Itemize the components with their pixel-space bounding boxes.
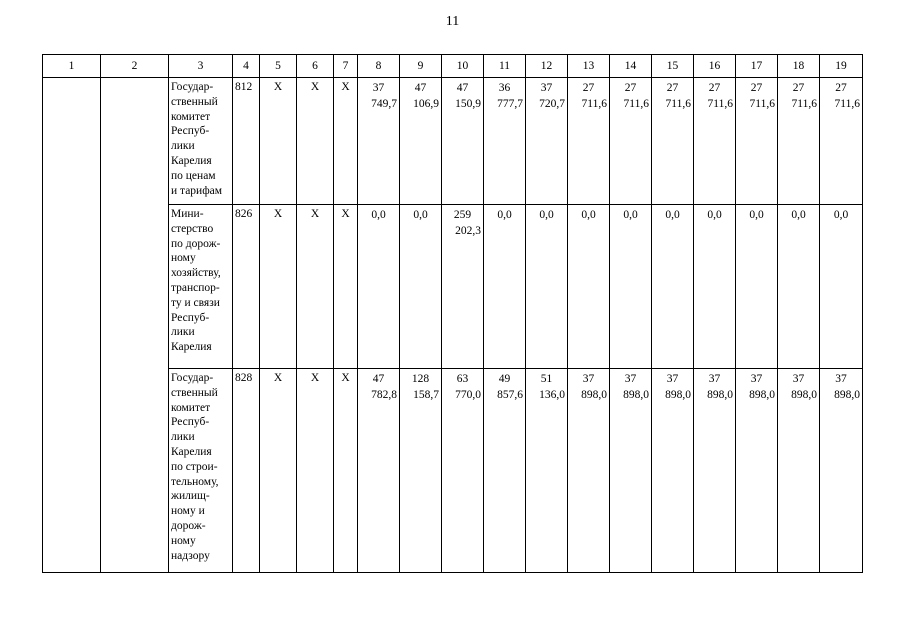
amount-cell [736,205,778,369]
amount-part: 720,7 [539,97,565,110]
amount-cell [610,78,652,205]
amount-cell [610,205,652,369]
amount-part: 0,0 [791,209,806,221]
name-line: комитет [171,401,211,414]
name-line: комитет [171,110,211,123]
amount-cell [652,205,694,369]
column-header: 16 [694,55,736,78]
amount-part: 27 [708,82,721,94]
name-line: Мини- [171,208,204,220]
name-line: Государ- [171,81,214,93]
amount-part: 0,0 [497,209,512,221]
mark-x: Х [260,205,297,369]
page-number: 11 [445,14,460,29]
amount-cell [652,369,694,573]
organization-name [169,78,233,205]
amount-cell [820,78,863,205]
amount-part: 857,6 [497,388,523,401]
column-header: 11 [484,55,526,78]
amount-part: 711,6 [791,97,817,110]
header-row [43,55,863,78]
amount-part: 711,6 [834,97,860,110]
amount-part: 0,0 [623,209,638,221]
amount-part: 0,0 [707,209,722,221]
amount-cell [568,369,610,573]
amount-cell [400,205,442,369]
column-header: 18 [778,55,820,78]
amount-part: 711,6 [623,97,649,110]
amount-part: 202,3 [455,224,481,237]
amount-part: 711,6 [665,97,691,110]
mark-x: Х [260,78,297,205]
column-header: 5 [260,55,297,78]
amount-part: 106,9 [413,97,439,110]
amount-cell [694,205,736,369]
empty-cell-col1 [43,78,101,573]
amount-cell [526,78,568,205]
column-header: 9 [400,55,442,78]
amount-part: 898,0 [665,388,691,401]
name-line: Карелия [171,154,212,167]
name-line: транспор- [171,281,220,294]
amount-part: 0,0 [413,209,428,221]
column-header: 4 [233,55,260,78]
amount-cell [442,205,484,369]
name-line: стерство [171,222,214,235]
amount-part: 27 [666,82,679,94]
amount-part: 150,9 [455,97,481,110]
amount-part: 36 [498,82,511,94]
column-header: 8 [358,55,400,78]
amount-part: 37 [666,373,679,385]
amount-cell [736,78,778,205]
ministry-code: 812 [233,78,260,205]
column-header: 3 [169,55,233,78]
column-header: 12 [526,55,568,78]
name-line: Респуб- [171,311,210,324]
amount-part: 49 [498,373,511,385]
amount-part: 749,7 [371,97,397,110]
name-line: лики [171,326,195,339]
amount-part: 898,0 [581,388,607,401]
budget-table [42,54,863,573]
amount-part: 27 [835,82,847,94]
amount-part: 0,0 [833,209,849,221]
amount-part: 47 [372,373,385,385]
name-line: Респуб- [171,125,210,138]
amount-part: 0,0 [581,209,596,221]
name-line: лики [171,140,195,153]
organization-name [169,205,233,369]
amount-part: 770,0 [455,388,481,401]
table-row [43,78,863,205]
name-line: тельному, [171,475,219,488]
amount-part: 47 [414,82,427,94]
amount-cell [442,78,484,205]
column-header: 10 [442,55,484,78]
amount-cell [526,369,568,573]
amount-cell [820,369,863,573]
name-line: ственный [171,386,218,399]
column-header: 19 [820,55,863,78]
column-header: 14 [610,55,652,78]
amount-part: 898,0 [707,388,733,401]
amount-part: 0,0 [371,209,386,221]
amount-cell [358,78,400,205]
column-header: 7 [334,55,358,78]
amount-cell [778,205,820,369]
amount-cell [400,369,442,573]
amount-cell [820,205,863,369]
mark-x: Х [297,205,334,369]
amount-part: 158,7 [413,388,439,401]
amount-part: 898,0 [623,388,649,401]
name-line: ту и связи [171,296,220,309]
amount-part: 898,0 [749,388,775,401]
amount-part: 37 [708,373,721,385]
amount-part: 259 [453,209,472,221]
amount-cell [652,78,694,205]
name-line: ственный [171,95,218,108]
amount-part: 27 [750,82,763,94]
amount-part: 37 [750,373,763,385]
mark-x: Х [297,369,334,573]
amount-part: 63 [456,373,469,385]
column-header: 17 [736,55,778,78]
amount-part: 898,0 [791,388,817,401]
amount-part: 37 [582,373,595,385]
amount-cell [358,369,400,573]
ministry-code: 828 [233,369,260,573]
amount-part: 37 [835,373,847,385]
amount-cell [568,78,610,205]
column-header: 1 [43,55,101,78]
amount-part: 27 [582,82,595,94]
amount-part: 711,6 [581,97,607,110]
amount-cell [568,205,610,369]
amount-cell [400,78,442,205]
name-line: Респуб- [171,416,210,429]
name-line: надзору [171,549,210,562]
amount-part: 777,7 [497,97,523,110]
name-line: лики [171,431,195,444]
amount-cell [526,205,568,369]
organization-name [169,369,233,573]
amount-part: 0,0 [539,209,554,221]
name-line: хозяйству, [171,267,221,280]
amount-cell [778,78,820,205]
amount-part: 27 [792,82,805,94]
name-line: дорож- [171,519,206,532]
column-header: 13 [568,55,610,78]
name-line: и тарифам [171,184,223,197]
amount-cell [610,369,652,573]
empty-cell-col2 [101,78,169,573]
table-body [43,55,863,573]
mark-x: Х [334,369,358,573]
amount-part: 711,6 [749,97,775,110]
amount-part: 37 [624,373,637,385]
amount-cell [484,369,526,573]
mark-x: Х [334,205,358,369]
amount-part: 782,8 [371,388,397,401]
amount-part: 0,0 [665,209,680,221]
name-line: ному [171,252,196,265]
name-line: ному [171,534,196,547]
name-line: Карелия [171,341,212,354]
column-header: 6 [297,55,334,78]
amount-cell [442,369,484,573]
mark-x: Х [334,78,358,205]
amount-part: 37 [372,82,385,94]
column-header: 2 [101,55,169,78]
amount-cell [736,369,778,573]
amount-cell [694,369,736,573]
amount-part: 27 [624,82,637,94]
amount-part: 51 [540,373,553,385]
amount-cell [778,369,820,573]
amount-part: 37 [540,82,553,94]
amount-part: 128 [411,373,430,385]
amount-part: 0,0 [749,209,764,221]
amount-cell [694,78,736,205]
amount-part: 136,0 [539,388,565,401]
name-line: Государ- [171,372,214,384]
amount-cell [484,78,526,205]
amount-part: 711,6 [707,97,733,110]
name-line: Карелия [171,445,212,458]
name-line: по строи- [171,460,218,473]
amount-part: 898,0 [834,388,860,401]
amount-cell [484,205,526,369]
name-line: ному и [171,505,205,518]
name-line: жилищ- [171,490,210,503]
amount-part: 37 [792,373,805,385]
name-line: по дорож- [171,237,221,250]
mark-x: Х [260,369,297,573]
name-line: по ценам [171,169,216,182]
mark-x: Х [297,78,334,205]
ministry-code: 826 [233,205,260,369]
amount-part: 47 [456,82,469,94]
amount-cell [358,205,400,369]
column-header: 15 [652,55,694,78]
